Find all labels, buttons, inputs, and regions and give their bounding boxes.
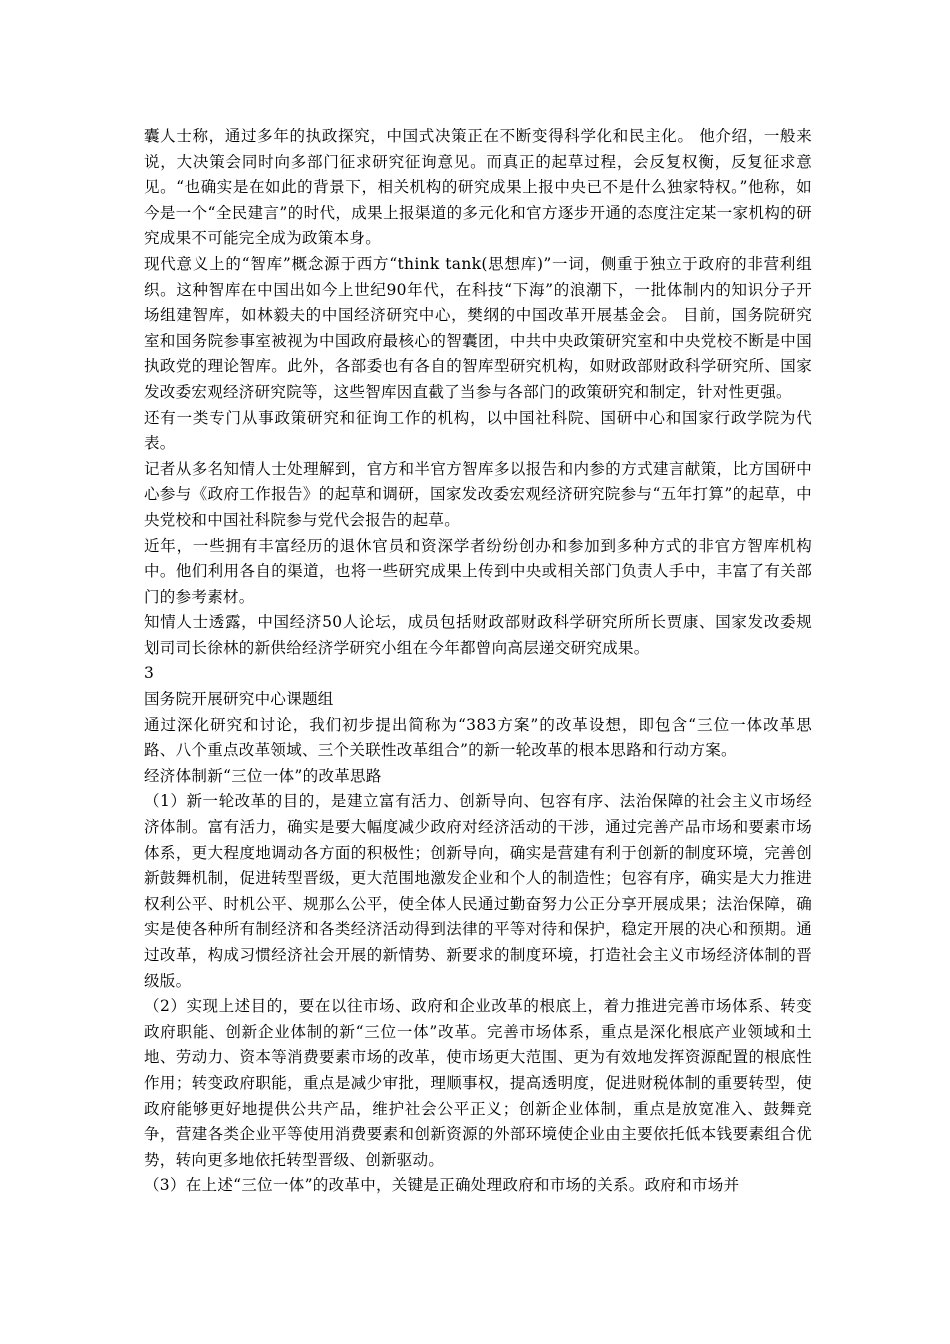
section-heading: 经济体制新“三位一体”的改革思路 <box>144 766 382 785</box>
paragraph-item-2: （2）实现上述目的，要在以往市场、政府和企业改革的根底上，着力推进完善市场体系、转变政府职能、创新企业体制的新“三位一体”改革。完善市场体系，重点是深化根底产业领域和土地、劳动力、资本等消费要素市场的改革，使市场更大范围、更为有效地发挥资源配置的根底性作用；转变政府职能，重点是减少审批，理顺事权，提高透明度，促进财税体制的重要转型，使政府能够更好地提供公共产品，维护社会公平正义；创新企业体制，重点是放宽准入、鼓舞竞争，营建各类企业平等使用消费要素和创新资源的外部环境使企业由主要依托低本钱要素组合优势，转向更多地依托转型晋级、创新驱动。 <box>144 997 812 1169</box>
section-author: 国务院开展研究中心课题组 <box>144 690 334 709</box>
paragraph-reports-advice: 记者从多名知情人士处理解到，官方和半官方智库多以报告和内参的方式建言献策，比方国研中心参与《政府工作报告》的起草和调研，国家发改委宏观经济研究院参与“五年打算”的起草，中央党校和中国社科院参与党代会报告的起草。 <box>144 459 812 529</box>
paragraph-non-official-think-tanks: 近年，一些拥有丰富经历的退休官员和资深学者纷纷创办和参加到多种方式的非官方智库机构中。他们利用各自的渠道，也将一些研究成果上传到中央或相关部门负责人手中，丰富了有关部门的参考素材。 <box>144 536 812 606</box>
paragraph-research-institutions: 还有一类专门从事政策研究和征询工作的机构，以中国社科院、国研中心和国家行政学院为代表。 <box>144 408 812 453</box>
paragraph-think-tank-origin: 现代意义上的“智库”概念源于西方“think tank(思想库)”一词，侧重于独立于政府的非营利组织。这种智库在中国出如今上世纪90年代，在科技“下海”的浪潮下，一批体制内的知识分子开场组建智库，如林毅夫的中国经济研究中心，樊纲的中国改革开展基金会。 目前，国务院研究室和国务院参事室被视为中国政府最核心的智囊团，中共中央政策研究室和中央党校不断是中国执政党的理论智库。此外，各部委也有各自的智库型研究机构，如财政部财政科学研究所、国家发改委宏观经济研究院等，这些智库因直截了当参与各部门的政策研究和制定，针对性更强。 <box>144 254 812 401</box>
paragraph-383-plan: 通过深化研究和讨论，我们初步提出简称为“383方案”的改革设想，即包含“三位一体改革思路、八个重点改革领域、三个关联性改革组合”的新一轮改革的根本思路和行动方案。 <box>144 715 812 760</box>
paragraph-item-3: （3）在上述“三位一体”的改革中，关键是正确处理政府和市场的关系。政府和市场并 <box>144 1176 740 1195</box>
paragraph-economic-forum: 知情人士透露，中国经济50人论坛，成员包括财政部财政科学研究所所长贾康、国家发改委规划司司长徐林的新供给经济学研究小组在今年都曾向高层递交研究成果。 <box>144 613 812 657</box>
paragraph-policy-drafting: 囊人士称，通过多年的执政探究，中国式决策正在不断变得科学化和民主化。 他介绍，一般来说，大决策会同时向多部门征求研究征询意见。而真正的起草过程，会反复权衡，反复征求意见。“也确实是在如此的背景下，相关机构的研究成果上报中央已不是什么独家特权。”他称，如今是一个“全民建言”的时代，成果上报渠道的多元化和官方逐步开通的态度注定某一家机构的研究成果不可能完全成为政策本身。 <box>144 127 812 248</box>
section-number: 3 <box>144 664 155 683</box>
paragraph-item-1: （1）新一轮改革的目的，是建立富有活力、创新导向、包容有序、法治保障的社会主义市场经济体制。富有活力，确实是要大幅度减少政府对经济活动的干涉，通过完善产品市场和要素市场体系，更大程度地调动各方面的积极性；创新导向，确实是营建有利于创新的制度环境，完善创新鼓舞机制，促进转型晋级，更大范围地激发企业和个人的制造性；包容有序，确实是大力推进权利公平、时机公平、规那么公平，使全体人民通过勤奋努力公正分享开展成果；法治保障，确实是使各种所有制经济和各类经济活动得到法律的平等对待和保护，稳定开展的决心和预期。通过改革，构成习惯经济社会开展的新情势、新要求的制度环境，打造社会主义市场经济体制的晋级版。 <box>144 792 812 990</box>
document-body <box>144 124 812 1199</box>
